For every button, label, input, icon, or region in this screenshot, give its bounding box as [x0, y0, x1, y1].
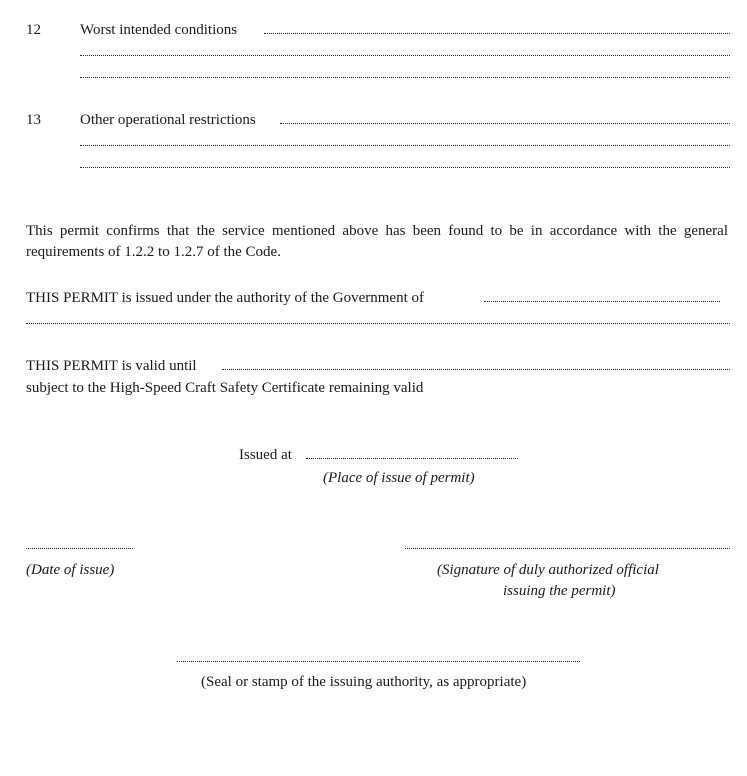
authority-label: THIS PERMIT is issued under the authority of the Government of	[26, 290, 424, 306]
fill-in-line[interactable]	[80, 145, 730, 146]
valid-until-label: THIS PERMIT is valid until	[26, 358, 197, 374]
signature-caption-line2: issuing the permit)	[503, 583, 616, 599]
valid-until-fill-in-line[interactable]	[222, 369, 730, 370]
confirmation-paragraph: This permit confirms that the service mentioned above has been found to be in accordance with the general requirements of 1.2.2 to 1.2.7 of the Code.	[26, 223, 728, 260]
seal-caption: (Seal or stamp of the issuing authority, as appropriate)	[201, 674, 527, 690]
government-fill-in-line[interactable]	[484, 301, 720, 302]
validity-subject-text: subject to the High-Speed Craft Safety Certificate remaining valid	[26, 380, 424, 396]
item-label: Worst intended conditions	[80, 22, 238, 38]
seal-fill-in-line[interactable]	[177, 661, 580, 662]
fill-in-line[interactable]	[80, 55, 730, 56]
signature-caption-line1: (Signature of duly authorized official	[437, 562, 659, 578]
item-label: Other operational restrictions	[80, 112, 256, 128]
place-of-issue-caption: (Place of issue of permit)	[323, 470, 475, 486]
date-fill-in-line[interactable]	[26, 548, 133, 549]
signature-fill-in-line[interactable]	[405, 548, 730, 549]
fill-in-line[interactable]	[80, 77, 730, 78]
fill-in-line[interactable]	[80, 167, 730, 168]
fill-in-line[interactable]	[280, 123, 730, 124]
issued-at-label: Issued at	[239, 447, 292, 463]
place-of-issue-fill-in-line[interactable]	[306, 458, 518, 459]
fill-in-line[interactable]	[264, 33, 730, 34]
fill-in-line[interactable]	[26, 323, 730, 324]
item-number: 13	[26, 112, 41, 128]
date-caption: (Date of issue)	[26, 562, 115, 578]
item-number: 12	[26, 22, 41, 38]
